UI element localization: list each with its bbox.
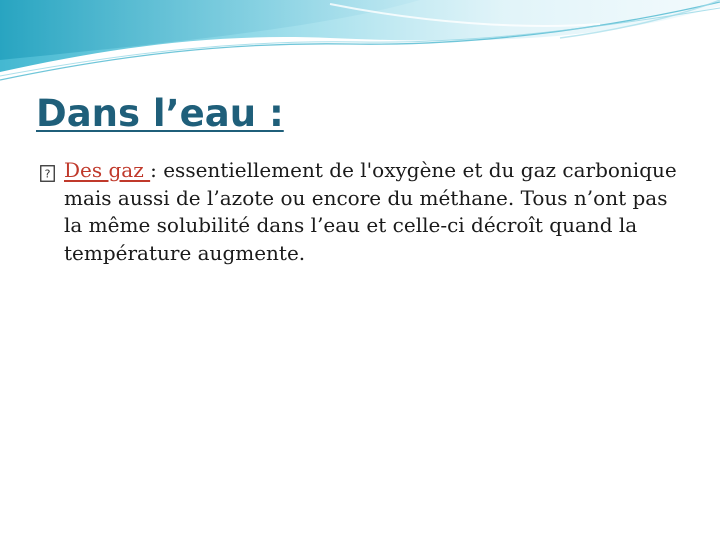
paragraph-text: : essentiellement de l'oxygène et du gaz carbonique mais aussi de l’azote ou encore du méthane. Tous n’ont pas la même solubilité dans l’eau et celle-ci décroît quand la température augmente. [64, 158, 677, 265]
bullet-paragraph [40, 157, 690, 267]
slide-title: Dans l’eau : [36, 92, 284, 135]
unknown-glyph-icon [40, 162, 55, 179]
svg-text:?: ? [44, 167, 51, 181]
keyword-des-gaz: Des gaz [64, 158, 151, 182]
header-wave-decoration [0, 0, 720, 90]
slide-body [40, 157, 690, 267]
